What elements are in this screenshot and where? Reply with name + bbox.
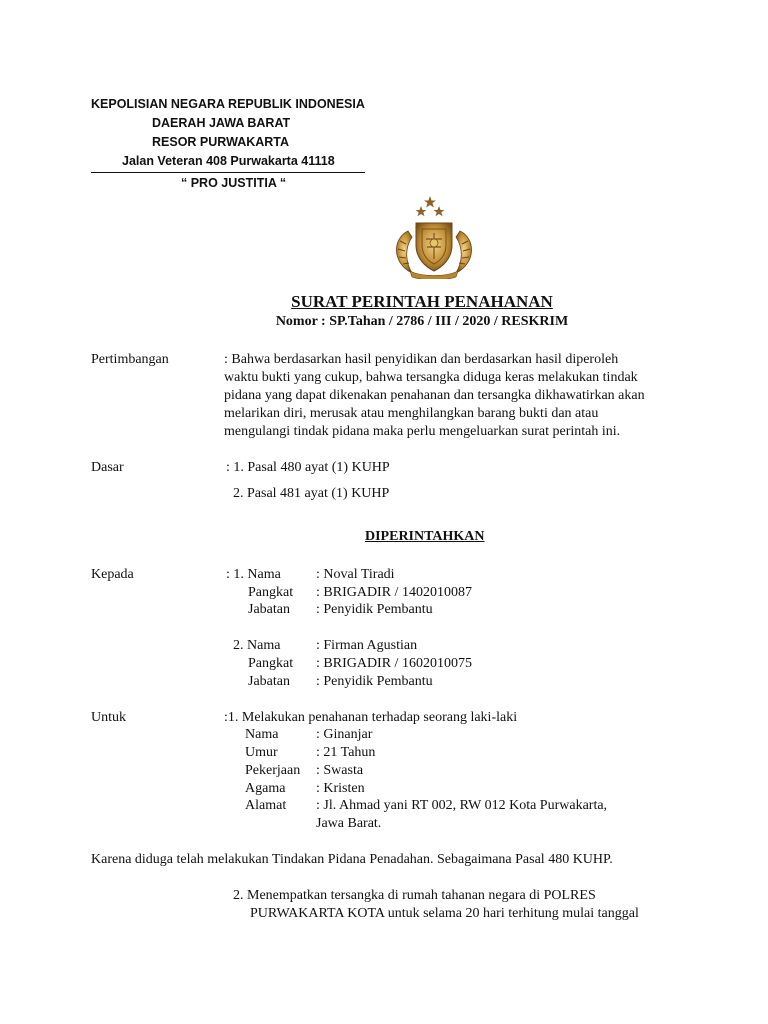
person-2-jabatan: : Penyidik Pembantu xyxy=(316,674,433,689)
document-title: SURAT PERINTAH PENAHANAN xyxy=(291,292,553,311)
person-2-pangkat-label: Pangkat xyxy=(248,656,294,671)
pertimbangan-line: melarikan diri, merusak atau menghilangkan barang bukti dan atau xyxy=(224,406,599,421)
person-2-jabatan-label: Jabatan xyxy=(248,674,290,689)
person-1-jabatan-label: Jabatan xyxy=(248,602,290,617)
diperintahkan-heading: DIPERINTAHKAN xyxy=(365,529,485,544)
person-2-pangkat: : BRIGADIR / 1602010075 xyxy=(316,656,472,671)
pertimbangan-line: waktu bukti yang cukup, bahwa tersangka diduga keras melakukan tindak xyxy=(224,370,638,385)
dasar-item: 2. Pasal 481 ayat (1) KUHP xyxy=(233,486,390,501)
header-line-region: DAERAH JAWA BARAT xyxy=(152,116,291,130)
suspect-pekerjaan-label: Pekerjaan xyxy=(245,763,301,778)
document-number: Nomor : SP.Tahan / 2786 / III / 2020 / RESKRIM xyxy=(275,314,569,329)
header-pro-justitia: “ PRO JUSTITIA “ xyxy=(181,176,287,190)
untuk-item-1: :1. Melakukan penahanan terhadap seorang laki-laki xyxy=(224,710,518,725)
dasar-label: Dasar xyxy=(91,460,124,475)
suspect-umur-label: Umur xyxy=(245,745,278,760)
person-1-pangkat-label: Pangkat xyxy=(248,585,294,600)
person-1-jabatan: : Penyidik Pembantu xyxy=(316,602,433,617)
pertimbangan-label: Pertimbangan xyxy=(91,352,169,367)
suspect-umur: : 21 Tahun xyxy=(316,745,376,760)
suspect-alamat-label: Alamat xyxy=(245,798,287,813)
suspect-agama-label: Agama xyxy=(245,781,286,796)
pertimbangan-line: pidana yang dapat dikenakan penahanan dan tersangka dikhawatirkan akan xyxy=(224,388,645,403)
suspect-alamat-cont: Jawa Barat. xyxy=(316,816,382,831)
pertimbangan-line: : Bahwa berdasarkan hasil penyidikan dan berdasarkan hasil diperoleh xyxy=(224,352,619,367)
untuk-item-2-line: 2. Menempatkan tersangka di rumah tahanan negara di POLRES xyxy=(233,888,596,903)
person-1-nama-label: : 1. Nama xyxy=(226,567,281,582)
untuk-label: Untuk xyxy=(91,710,126,725)
header-line-institution: KEPOLISIAN NEGARA REPUBLIK INDONESIA xyxy=(91,97,365,111)
person-1-nama: : Noval Tiradi xyxy=(316,567,395,582)
person-2-nama-label: 2. Nama xyxy=(233,638,281,653)
karena-statement: Karena diduga telah melakukan Tindakan Pidana Penadahan. Sebagaimana Pasal 480 KUHP. xyxy=(91,852,613,867)
header-divider xyxy=(91,172,365,173)
suspect-pekerjaan: : Swasta xyxy=(316,763,364,778)
person-2-nama: : Firman Agustian xyxy=(316,638,418,653)
kepada-label: Kepada xyxy=(91,567,134,582)
person-1-pangkat: : BRIGADIR / 1402010087 xyxy=(316,585,472,600)
suspect-nama: : Ginanjar xyxy=(316,727,373,742)
header-line-resor: RESOR PURWAKARTA xyxy=(152,135,290,149)
suspect-nama-label: Nama xyxy=(245,727,279,742)
police-emblem-icon xyxy=(386,193,482,279)
suspect-agama: : Kristen xyxy=(316,781,365,796)
header-line-address: Jalan Veteran 408 Purwakarta 41118 xyxy=(122,154,335,168)
untuk-item-2-line: PURWAKARTA KOTA untuk selama 20 hari terhitung mulai tanggal xyxy=(250,906,639,921)
suspect-alamat: : Jl. Ahmad yani RT 002, RW 012 Kota Purwakarta, xyxy=(316,798,608,813)
dasar-item: : 1. Pasal 480 ayat (1) KUHP xyxy=(226,460,390,475)
pertimbangan-line: mengulangi tindak pidana maka perlu mengeluarkan surat perintah ini. xyxy=(224,424,621,439)
